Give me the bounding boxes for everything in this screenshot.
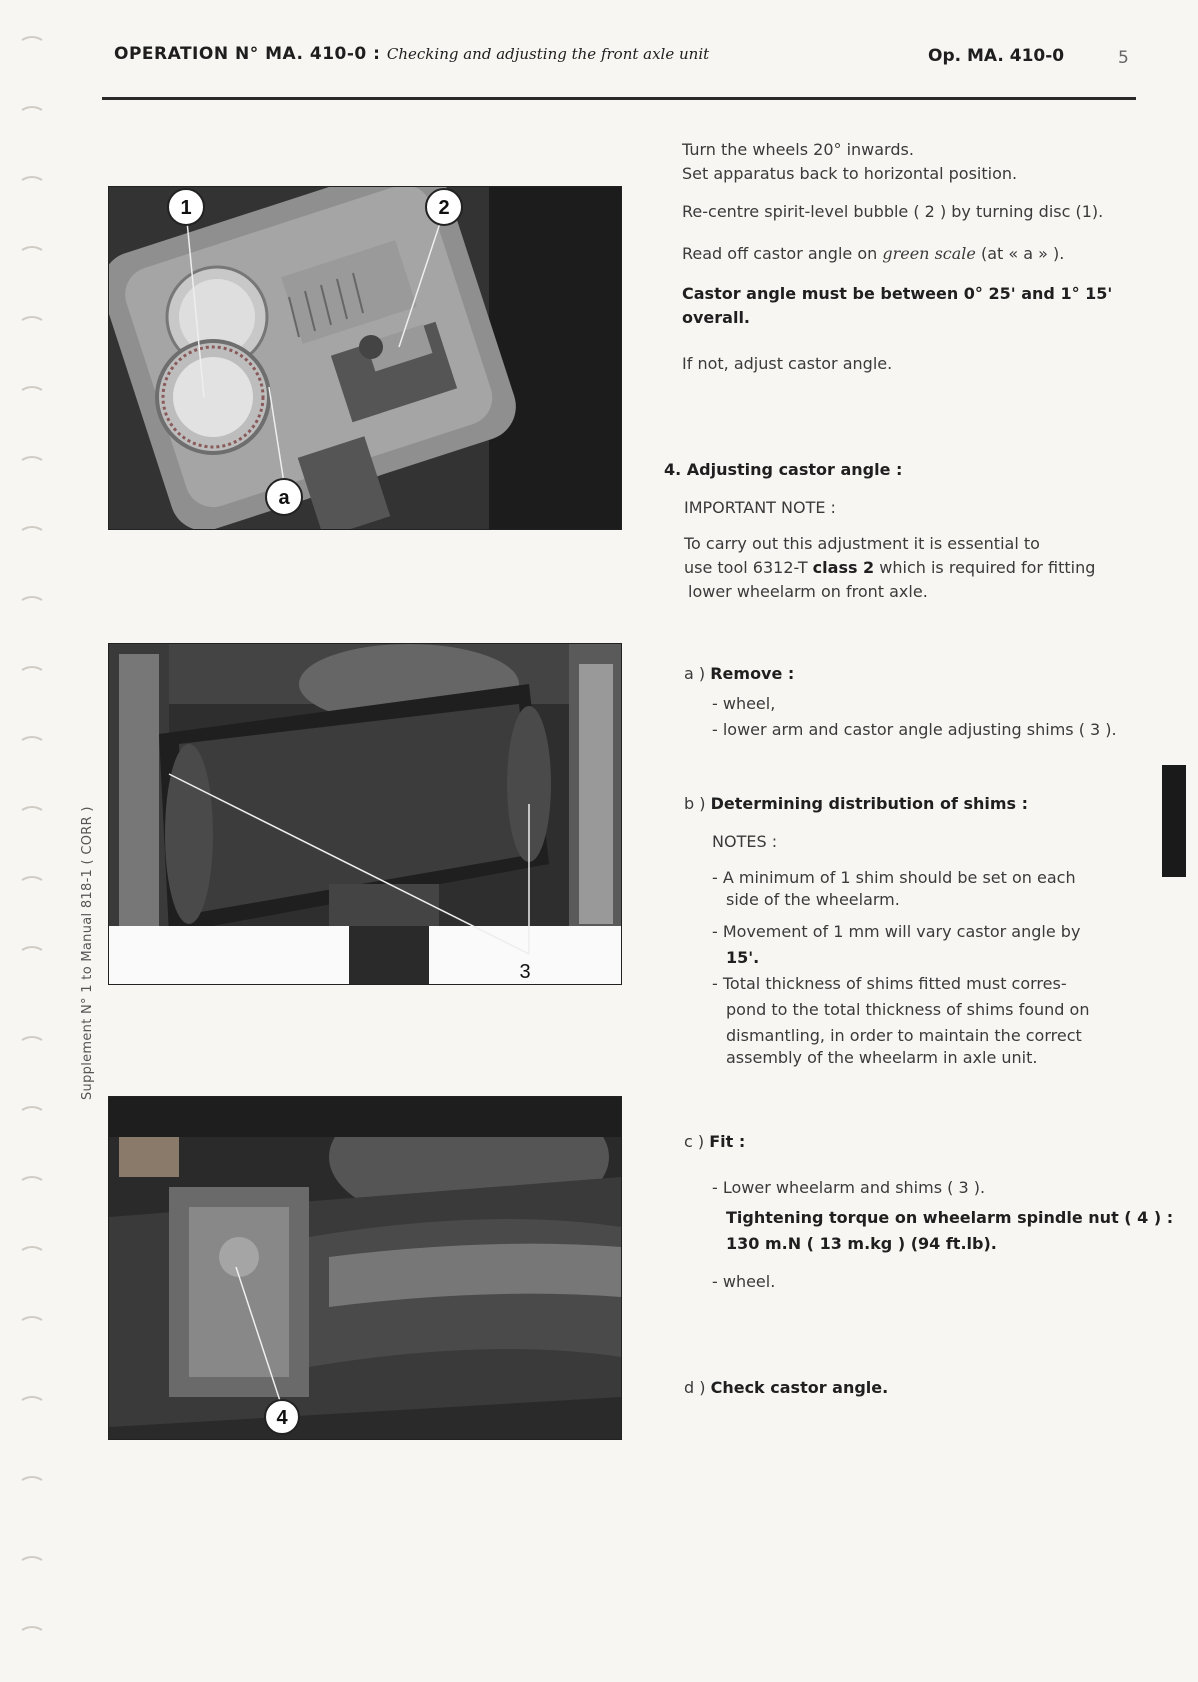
- intro-line-5: If not, adjust castor angle.: [682, 354, 893, 373]
- margin-marks: [0, 0, 60, 1682]
- castor-gauge-photo: [109, 187, 621, 529]
- note-line-2-post: which is required for fitting: [874, 558, 1096, 577]
- notes-title: NOTES :: [712, 832, 778, 851]
- step-a-label: a ): [684, 664, 711, 683]
- step-c-label: c ): [684, 1132, 710, 1151]
- intro-line-4: [682, 242, 1064, 266]
- figure-spindle-nut: [108, 1096, 622, 1440]
- callout-a: a: [278, 487, 290, 509]
- torque-line-2: 130 m.N ( 13 m.kg ) (94 ft.lb).: [726, 1234, 997, 1253]
- note-b1-line-1: - A minimum of 1 shim should be set on each: [712, 868, 1076, 887]
- operation-number: OPERATION N° MA. 410-0 :: [114, 44, 381, 64]
- section-tab: [1162, 765, 1186, 877]
- callout-1: 1: [180, 197, 192, 219]
- intro-line-4-post: (at « a » ).: [975, 244, 1065, 263]
- note-b3-line-3: dismantling, in order to maintain the correct: [726, 1026, 1082, 1045]
- header-rule: [102, 97, 1136, 100]
- step-b-heading: [684, 792, 1028, 816]
- step-b-title: Determining distribution of shims :: [710, 794, 1029, 813]
- green-scale-text: green scale: [882, 244, 976, 263]
- intro-line-2: Set apparatus back to horizontal position.: [682, 164, 1018, 183]
- castor-shims-photo: [109, 644, 621, 984]
- step-b-label: b ): [684, 794, 711, 813]
- torque-line-1: Tightening torque on wheelarm spindle nut ( 4 ) :: [726, 1208, 1174, 1227]
- note-b2-line-1: - Movement of 1 mm will vary castor angle by: [712, 922, 1081, 941]
- note-line-1: To carry out this adjustment it is essential to: [684, 534, 1040, 553]
- page-number: 5: [1118, 48, 1129, 68]
- supplement-label: Supplement N° 1 to Manual 818-1 ( CORR ): [80, 806, 95, 1100]
- note-line-2: [684, 556, 1095, 580]
- callout-3: 3: [519, 961, 531, 983]
- note-line-3: lower wheelarm on front axle.: [688, 582, 928, 601]
- step-d-title: Check castor angle.: [710, 1378, 889, 1397]
- intro-line-4-pre: Read off castor angle on: [682, 244, 883, 263]
- step-a-item-1: - wheel,: [712, 694, 776, 713]
- spindle-nut-photo: [109, 1097, 621, 1439]
- note-b3-line-1: - Total thickness of shims fitted must corres-: [712, 974, 1067, 993]
- castor-limit-line-1: Castor angle must be between 0° 25' and 1° 15': [682, 284, 1113, 303]
- step-d-label: d ): [684, 1378, 711, 1397]
- operation-ref: Op. MA. 410-0: [928, 46, 1065, 66]
- operation-title: Checking and adjusting the front axle unit: [386, 45, 710, 63]
- step-d-heading: [684, 1376, 888, 1400]
- callout-4: 4: [276, 1407, 288, 1429]
- castor-limit-line-2: overall.: [682, 308, 751, 327]
- intro-line-1: Turn the wheels 20° inwards.: [682, 140, 914, 159]
- header-operation: [114, 44, 709, 64]
- step-c-title: Fit :: [709, 1132, 746, 1151]
- important-note-title: IMPORTANT NOTE :: [684, 498, 836, 517]
- note-line-2-pre: use tool 6312-T: [684, 558, 813, 577]
- step-c-item-2: - wheel.: [712, 1272, 776, 1291]
- step-a-heading: [684, 662, 794, 686]
- intro-line-3: Re-centre spirit-level bubble ( 2 ) by turning disc (1).: [682, 202, 1104, 221]
- figure-castor-shims: [108, 643, 622, 985]
- step-c-heading: [684, 1130, 745, 1154]
- callout-2: 2: [438, 197, 450, 219]
- note-b1-line-2: side of the wheelarm.: [726, 890, 900, 909]
- note-b2-line-2: 15'.: [726, 948, 760, 967]
- note-line-2-bold: class 2: [812, 558, 875, 577]
- section-4-heading: 4. Adjusting castor angle :: [664, 460, 903, 479]
- note-b3-line-2: pond to the total thickness of shims found on: [726, 1000, 1090, 1019]
- step-c-item-1: - Lower wheelarm and shims ( 3 ).: [712, 1178, 986, 1197]
- step-a-item-2: - lower arm and castor angle adjusting shims ( 3 ).: [712, 720, 1117, 739]
- note-b3-line-4: assembly of the wheelarm in axle unit.: [726, 1048, 1038, 1067]
- figure-castor-gauge: [108, 186, 622, 530]
- step-a-title: Remove :: [710, 664, 795, 683]
